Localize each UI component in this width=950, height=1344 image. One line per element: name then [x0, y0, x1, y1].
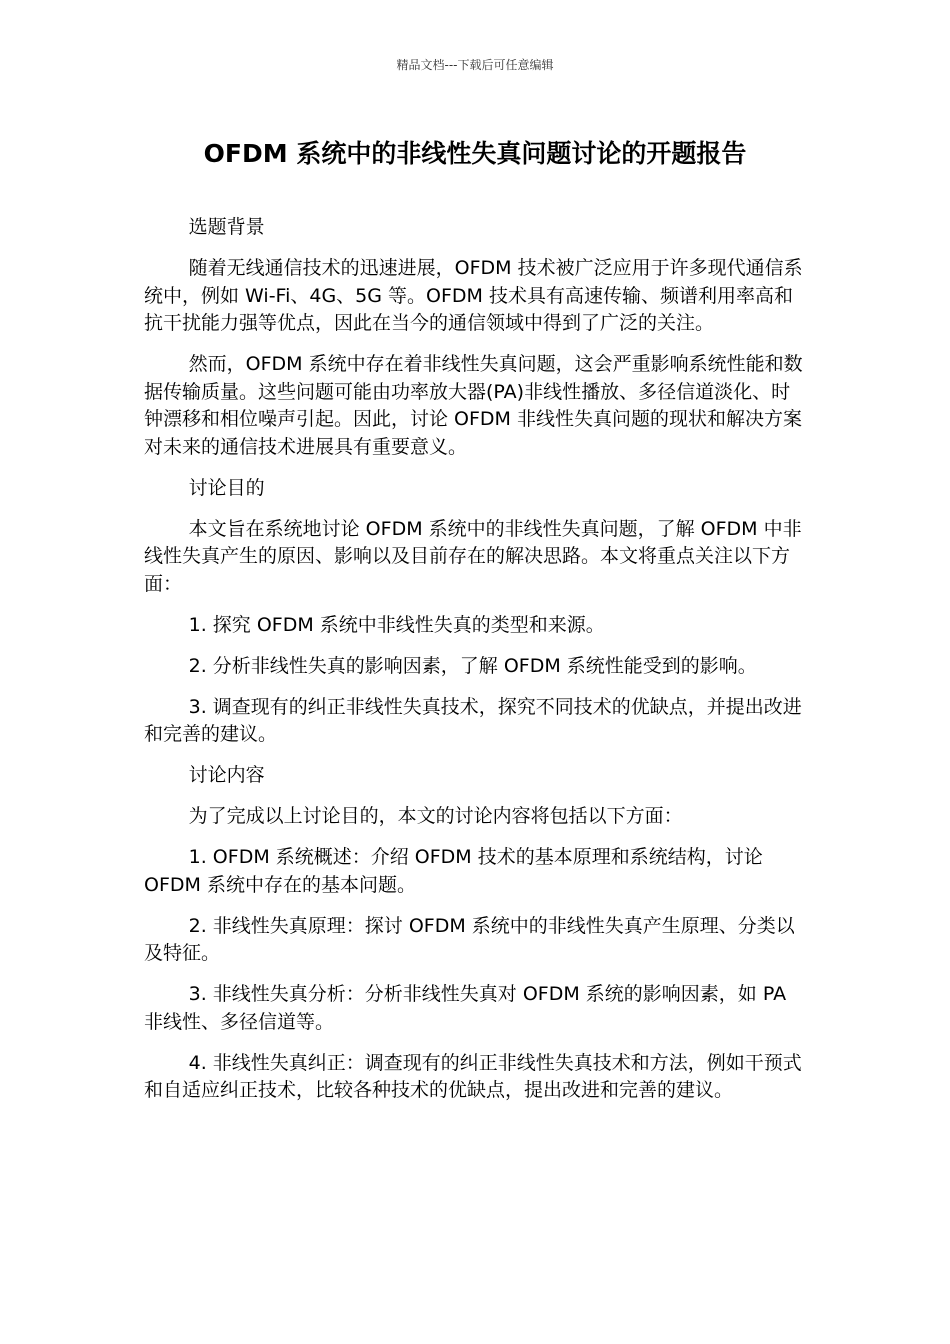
section-heading-content: 讨论内容	[188, 764, 265, 786]
header-note: 精品文档---下载后可任意编辑	[396, 58, 554, 72]
section-heading-background: 选题背景	[188, 216, 265, 238]
document-title: OFDM 系统中的非线性失真问题讨论的开题报告	[203, 139, 747, 168]
paragraph-background-2: 然而，OFDM 系统中存在着非线性失真问题，这会严重影响系统性能和数据传输质量。这些问题可能由功率放大器(PA)非线性播放、多径信道淡化、时钟漂移和相位噪声引起。因此，讨论 OFDM 非线性失真问题的现状和解决方案对未来的通信技术进展具有重要意义。	[144, 353, 803, 458]
paragraph-content: 为了完成以上讨论目的，本文的讨论内容将包括以下方面：	[188, 805, 683, 827]
section-heading-purpose: 讨论目的	[188, 476, 265, 499]
paragraph-purpose: 本文旨在系统地讨论 OFDM 系统中的非线性失真问题，了解 OFDM 中非线性失真产生的原因、影响以及目前存在的解决思路。本文将重点关注以下方面：	[144, 517, 802, 595]
list-item-purpose-3: 3. 调查现有的纠正非线性失真技术，探究不同技术的优缺点，并提出改进和完善的建议。	[144, 695, 802, 745]
list-item-content-3: 3. 非线性失真分析：分析非线性失真对 OFDM 系统的影响因素，如 PA 非线性、多径信道等。	[144, 983, 787, 1033]
list-item-content-1: 1. OFDM 系统概述：介绍 OFDM 技术的基本原理和系统结构，讨论 OFDM 系统中存在的基本问题。	[144, 846, 763, 896]
list-item-purpose-1: 1. 探究 OFDM 系统中非线性失真的类型和来源。	[188, 613, 605, 636]
document-body	[144, 214, 808, 1118]
list-item-content-4: 4. 非线性失真纠正：调查现有的纠正非线性失真技术和方法，例如干预式和自适应纠正技术，比较各种技术的优缺点，提出改进和完善的建议。	[144, 1051, 802, 1101]
paragraph-background-1: 随着无线通信技术的迅速进展，OFDM 技术被广泛应用于许多现代通信系统中，例如 Wi-Fi、4G、5G 等。OFDM 技术具有高速传输、频谱利用率高和抗干扰能力强等优点，因此在当今的通信领域中得到了广泛的关注。	[144, 257, 803, 334]
list-item-content-2: 2. 非线性失真原理：探讨 OFDM 系统中的非线性失真产生原理、分类以及特征。	[144, 914, 795, 964]
list-item-purpose-2: 2. 分析非线性失真的影响因素，了解 OFDM 系统性能受到的影响。	[188, 654, 757, 677]
